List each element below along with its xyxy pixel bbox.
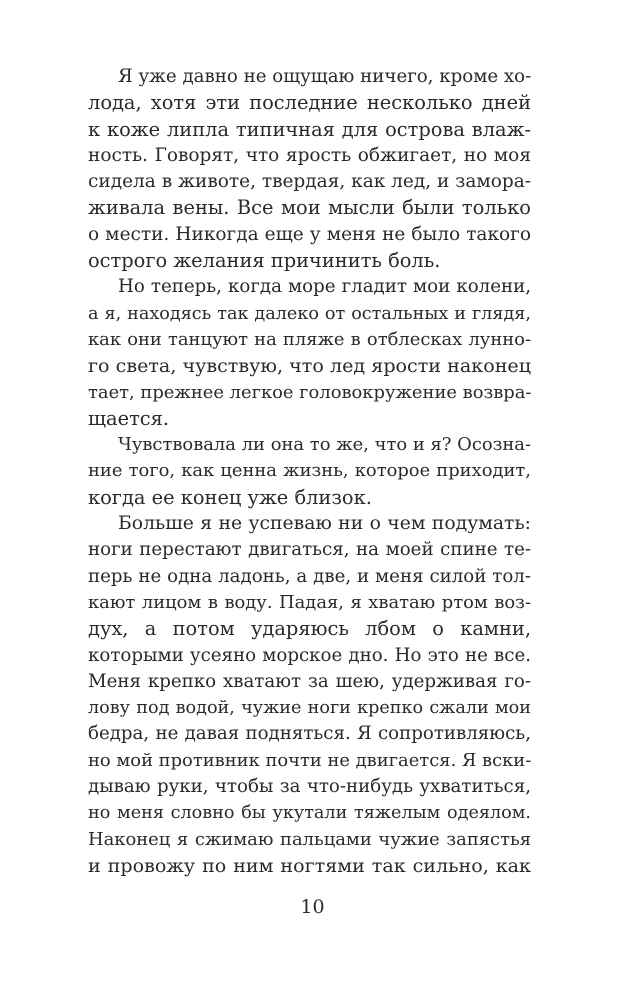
text-line: сидела в животе, твердая, как лед, и замора-: [88, 171, 531, 193]
text-line: острого желания причинить боль.: [88, 249, 441, 273]
paragraph: [88, 64, 531, 274]
text-line: ние того, как ценна жизнь, которое приходит,: [88, 460, 531, 482]
text-line: дываю руки, чтобы за что-нибудь ухватиться,: [88, 776, 531, 798]
paragraph: [88, 432, 531, 511]
text-line: но меня словно бы укутали тяжелым одеялом.: [88, 803, 531, 824]
text-line: тает, прежнее легкое головокружение возвра-: [88, 381, 532, 403]
text-line: лода, хотя эти последние несколько дней: [88, 91, 531, 115]
text-line: которыми усеяно морское дно. Но это не все.: [88, 644, 531, 666]
text-line: о мести. Никогда еще у меня не было такого: [88, 223, 531, 245]
text-line: когда ее конец уже близок.: [88, 485, 372, 509]
text-line: к коже липла типичная для острова влаж-: [88, 117, 531, 141]
text-line: Меня крепко хватают за шею, удерживая го-: [88, 670, 531, 692]
page-number: 10: [300, 896, 325, 918]
text-line: го света, чувствую, что лед ярости наконец: [88, 354, 531, 378]
text-line: бедра, не давая подняться. Я сопротивляюсь,: [88, 723, 531, 745]
text-line: и провожу по ним ногтями так сильно, как: [88, 853, 531, 877]
text-line: Но теперь, когда море гладит мои колени,: [118, 276, 531, 298]
text-line: Наконец я сжимаю пальцами чужие запястья: [88, 828, 531, 850]
page-text: [88, 64, 531, 879]
text-line: но мой противник почти не двигается. Я вски-: [88, 749, 532, 771]
text-line: живала вены. Все мои мысли были только: [88, 196, 531, 220]
text-line: как они танцуют на пляже в отблесках лунно-: [88, 328, 531, 350]
text-line: ность. Говорят, что ярость обжигает, но моя: [88, 144, 531, 166]
text-line: перь не одна ладонь, а две, и меня силой тол-: [88, 565, 531, 587]
paragraph: [88, 274, 531, 432]
text-line: ноги перестают двигаться, на моей спине те-: [88, 539, 531, 561]
text-line: Больше я не успеваю ни о чем подумать:: [118, 513, 531, 535]
text-line: Я уже давно не ощущаю ничего, кроме хо-: [118, 66, 532, 87]
paragraph: [88, 511, 531, 879]
text-line: а я, находясь так далеко от остальных и глядя,: [88, 303, 531, 324]
text-line: Чувствовала ли она то же, что и я? Осозна-: [118, 434, 531, 456]
text-line: дух, а потом ударяюсь лбом о камни,: [88, 617, 531, 641]
text-line: лову под водой, чужие ноги крепко сжали мои: [88, 698, 531, 719]
text-line: кают лицом в воду. Падая, я хватаю ртом воз-: [88, 591, 531, 613]
text-line: щается.: [88, 406, 170, 430]
